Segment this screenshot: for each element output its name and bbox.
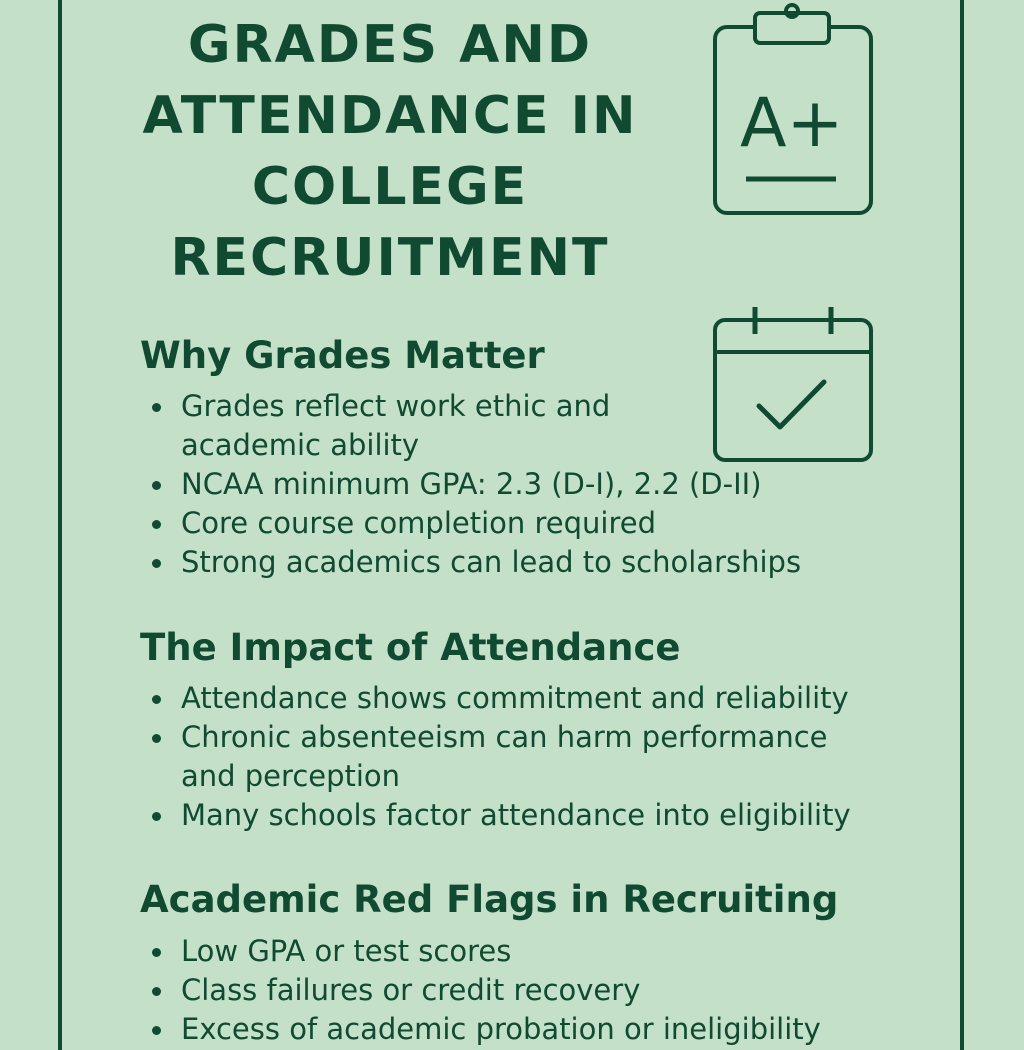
section-heading-red-flags: Academic Red Flags in Recruiting [140,878,839,921]
list-item: Core course completion required [150,504,710,543]
list-item: Attendance shows commitment and reliability [150,679,870,718]
section-heading-attendance: The Impact of Attendance [140,626,681,669]
list-item: Grades reflect work ethic and academic ability [150,387,651,465]
clipboard-grade-icon [708,0,878,220]
attendance-list [150,679,870,835]
grade-text: A+ [740,84,844,163]
page-title: GRADES AND ATTENDANCE IN COLLEGE RECRUITMENT [142,15,638,288]
section-heading-why-grades: Why Grades Matter [140,334,545,377]
list-item: Many schools factor attendance into eligibility [150,796,870,835]
list-item: Strong academics can lead to scholarships [150,543,861,582]
list-item: Low GPA or test scores [150,932,870,971]
list-item: NCAA minimum GPA: 2.3 (D-I), 2.2 (D-II) [150,465,861,504]
calendar-check-icon [708,302,878,466]
why-grades-list [150,387,802,582]
list-item: Excess of academic probation or ineligibility [150,1010,870,1049]
list-item: Chronic absenteeism can harm performance and perception [150,718,831,796]
list-item: Class failures or credit recovery [150,971,870,1010]
red-flags-list [150,932,870,1049]
